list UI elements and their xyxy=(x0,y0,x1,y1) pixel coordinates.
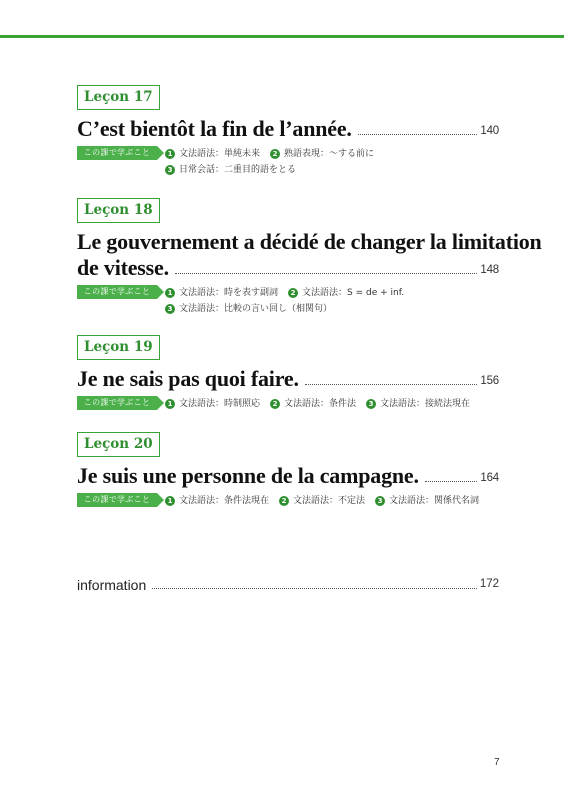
lesson-tag: Leçon 17 xyxy=(77,85,160,110)
circled-number: 2 xyxy=(279,496,289,506)
lesson-title[interactable] xyxy=(77,366,499,392)
learn-badge: この課で学ぶこと xyxy=(77,146,157,160)
dot-leader xyxy=(305,384,478,385)
circled-number: 2 xyxy=(288,288,298,298)
lesson-title-text: Je ne sais pas quoi faire. xyxy=(77,366,299,391)
lesson-title-text: Le gouvernement a décidé de changer la limitation xyxy=(77,229,542,254)
learn-items xyxy=(165,285,414,317)
learn-item: 文法語法：単純未来 xyxy=(179,149,261,159)
circled-number: 3 xyxy=(165,165,175,175)
lesson-tag: Leçon 18 xyxy=(77,198,160,223)
lesson-tag: Leçon 20 xyxy=(77,432,160,457)
circled-number: 1 xyxy=(165,288,175,298)
circled-number: 3 xyxy=(366,399,376,409)
learn-item: 文法語法：条件法現在 xyxy=(179,496,270,506)
circled-number: 3 xyxy=(375,496,385,506)
page-number: 156 xyxy=(480,375,499,387)
dot-leader xyxy=(425,481,478,482)
learn-item: 文法語法：接続法現在 xyxy=(380,399,471,409)
information-label: information xyxy=(77,577,147,593)
learn-item: 文法語法：S = de + inf. xyxy=(302,288,405,298)
learn-item: 文法語法：時を表す副詞 xyxy=(179,288,279,298)
learn-item: 文法語法：条件法 xyxy=(284,399,357,409)
lesson-title[interactable] xyxy=(77,463,499,489)
circled-number: 2 xyxy=(270,149,280,159)
circled-number: 1 xyxy=(165,149,175,159)
circled-number: 2 xyxy=(270,399,280,409)
circled-number: 3 xyxy=(165,304,175,314)
learn-item: 文法語法：比較の言い回し（相関句） xyxy=(179,304,333,314)
page-number: 148 xyxy=(480,264,499,276)
lesson-title-text: C’est bientôt la fin de l’année. xyxy=(77,116,352,141)
folio-page-number: 7 xyxy=(494,757,500,768)
learn-badge: この課で学ぶこと xyxy=(77,396,157,410)
page-number: 164 xyxy=(480,472,499,484)
lesson-17-entry xyxy=(77,85,499,178)
learn-items xyxy=(165,146,384,178)
lesson-title[interactable] xyxy=(77,116,499,142)
lesson-20-entry xyxy=(77,432,499,509)
information-entry[interactable] xyxy=(77,575,499,593)
learn-item: 文法語法：不定法 xyxy=(293,496,366,506)
learn-items xyxy=(165,493,489,509)
lesson-19-entry xyxy=(77,335,499,412)
learn-item: 熟語表現：～する前に xyxy=(284,149,375,159)
learn-badge: この課で学ぶこと xyxy=(77,493,157,507)
lesson-tag: Leçon 19 xyxy=(77,335,160,360)
page-number: 172 xyxy=(479,578,499,590)
lesson-18-entry xyxy=(77,198,542,317)
learn-item: 日常会話：二重目的語をとる xyxy=(179,165,297,175)
dot-leader xyxy=(358,134,478,135)
lesson-title-text: de vitesse. xyxy=(77,255,169,280)
learn-items xyxy=(165,396,480,412)
dot-leader xyxy=(152,588,477,589)
circled-number: 1 xyxy=(165,399,175,409)
circled-number: 1 xyxy=(165,496,175,506)
learn-item: 文法語法：時制照応 xyxy=(179,399,261,409)
dot-leader xyxy=(175,273,478,274)
page-number: 140 xyxy=(480,125,499,137)
learn-badge: この課で学ぶこと xyxy=(77,285,157,299)
learn-item: 文法語法：関係代名詞 xyxy=(389,496,480,506)
lesson-title-text: Je suis une personne de la campagne. xyxy=(77,463,419,488)
lesson-title[interactable] xyxy=(77,229,542,281)
top-rule xyxy=(0,35,564,38)
